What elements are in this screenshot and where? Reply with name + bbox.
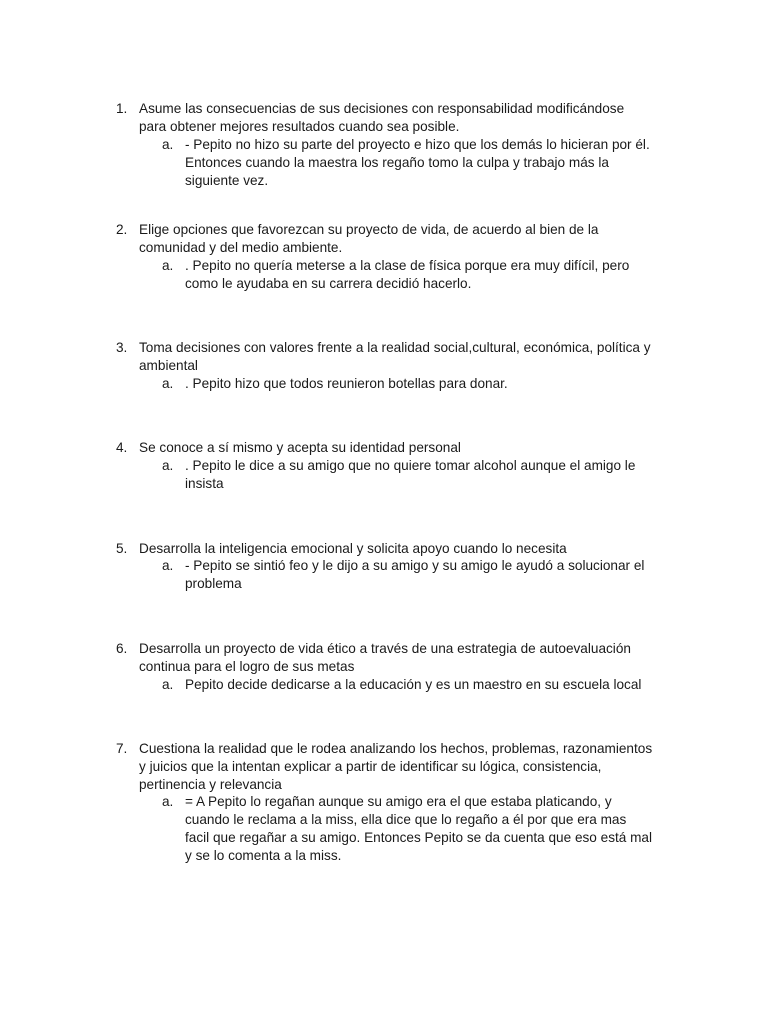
text-line: facil que regañar a su amigo. Entonces Pepito se da cuenta que eso está mal (185, 830, 653, 845)
text-line: . Pepito le dice a su amigo que no quiere tomar alcohol aunque el amigo le (185, 458, 636, 473)
text-line: pertinencia y relevancia (139, 777, 282, 792)
sub-item-text (185, 136, 685, 190)
sub-item-text (185, 375, 685, 393)
item-number: 3. (116, 340, 128, 355)
text-line: = A Pepito lo regañan aunque su amigo era el que estaba platicando, y (185, 794, 612, 809)
text-line: como le ayudaba en su carrera decidió hacerlo. (185, 276, 472, 291)
sub-item-letter: a. (162, 137, 174, 152)
text-line: y se lo comenta a la miss. (185, 848, 342, 863)
text-line: Toma decisiones con valores frente a la realidad social,cultural, económica, política y (139, 340, 651, 355)
item-number: 2. (116, 222, 128, 237)
text-line: Se conoce a sí mismo y acepta su identidad personal (139, 440, 461, 455)
sub-item-text (185, 676, 685, 694)
text-line: - Pepito no hizo su parte del proyecto e hizo que los demás lo hicieran por él. (185, 137, 650, 152)
text-line: . Pepito hizo que todos reunieron botellas para donar. (185, 376, 508, 391)
sub-item-text (185, 793, 685, 865)
text-line: - Pepito se sintió feo y le dijo a su amigo y su amigo le ayudó a solucionar el (185, 558, 645, 573)
text-line: Desarrolla un proyecto de vida ético a través de una estrategia de autoevaluación (139, 641, 631, 656)
item-text (139, 640, 679, 676)
item-number: 5. (116, 541, 128, 556)
text-line: y juicios que la intentan explicar a partir de identificar su lógica, consistencia, (139, 759, 602, 774)
text-line: ambiental (139, 358, 198, 373)
sub-item-letter: a. (162, 558, 174, 573)
item-number: 4. (116, 440, 128, 455)
item-text (139, 740, 679, 794)
text-line: . Pepito no quería meterse a la clase de física porque era muy difícil, pero (185, 258, 630, 273)
text-line: continua para el logro de sus metas (139, 659, 355, 674)
item-text (139, 439, 679, 457)
sub-item-text (185, 457, 685, 493)
sub-item-letter: a. (162, 258, 174, 273)
sub-item-letter: a. (162, 677, 174, 692)
text-line: Elige opciones que favorezcan su proyecto de vida, de acuerdo al bien de la (139, 222, 599, 237)
item-text (139, 540, 679, 558)
text-line: comunidad y del medio ambiente. (139, 240, 343, 255)
item-text (139, 100, 679, 136)
sub-item-letter: a. (162, 458, 174, 473)
text-line: Desarrolla la inteligencia emocional y solicita apoyo cuando lo necesita (139, 541, 567, 556)
text-line: Entonces cuando la maestra los regaño tomo la culpa y trabajo más la (185, 155, 609, 170)
sub-item-letter: a. (162, 794, 174, 809)
item-text (139, 221, 679, 257)
item-number: 7. (116, 741, 128, 756)
sub-item-text (185, 557, 685, 593)
sub-item-text (185, 257, 685, 293)
item-text (139, 339, 679, 375)
text-line: Asume las consecuencias de sus decisiones con responsabilidad modificándose (139, 101, 625, 116)
text-line: siguiente vez. (185, 173, 269, 188)
text-line: Pepito decide dedicarse a la educación y es un maestro en su escuela local (185, 677, 642, 692)
text-line: insista (185, 476, 224, 491)
sub-item-letter: a. (162, 376, 174, 391)
text-line: Cuestiona la realidad que le rodea analizando los hechos, problemas, razonamientos (139, 741, 653, 756)
text-line: problema (185, 576, 242, 591)
text-line: cuando le reclama a la miss, ella dice que lo regaño a él por que era mas (185, 812, 627, 827)
text-line: para obtener mejores resultados cuando sea posible. (139, 119, 460, 134)
item-number: 1. (116, 101, 128, 116)
item-number: 6. (116, 641, 128, 656)
